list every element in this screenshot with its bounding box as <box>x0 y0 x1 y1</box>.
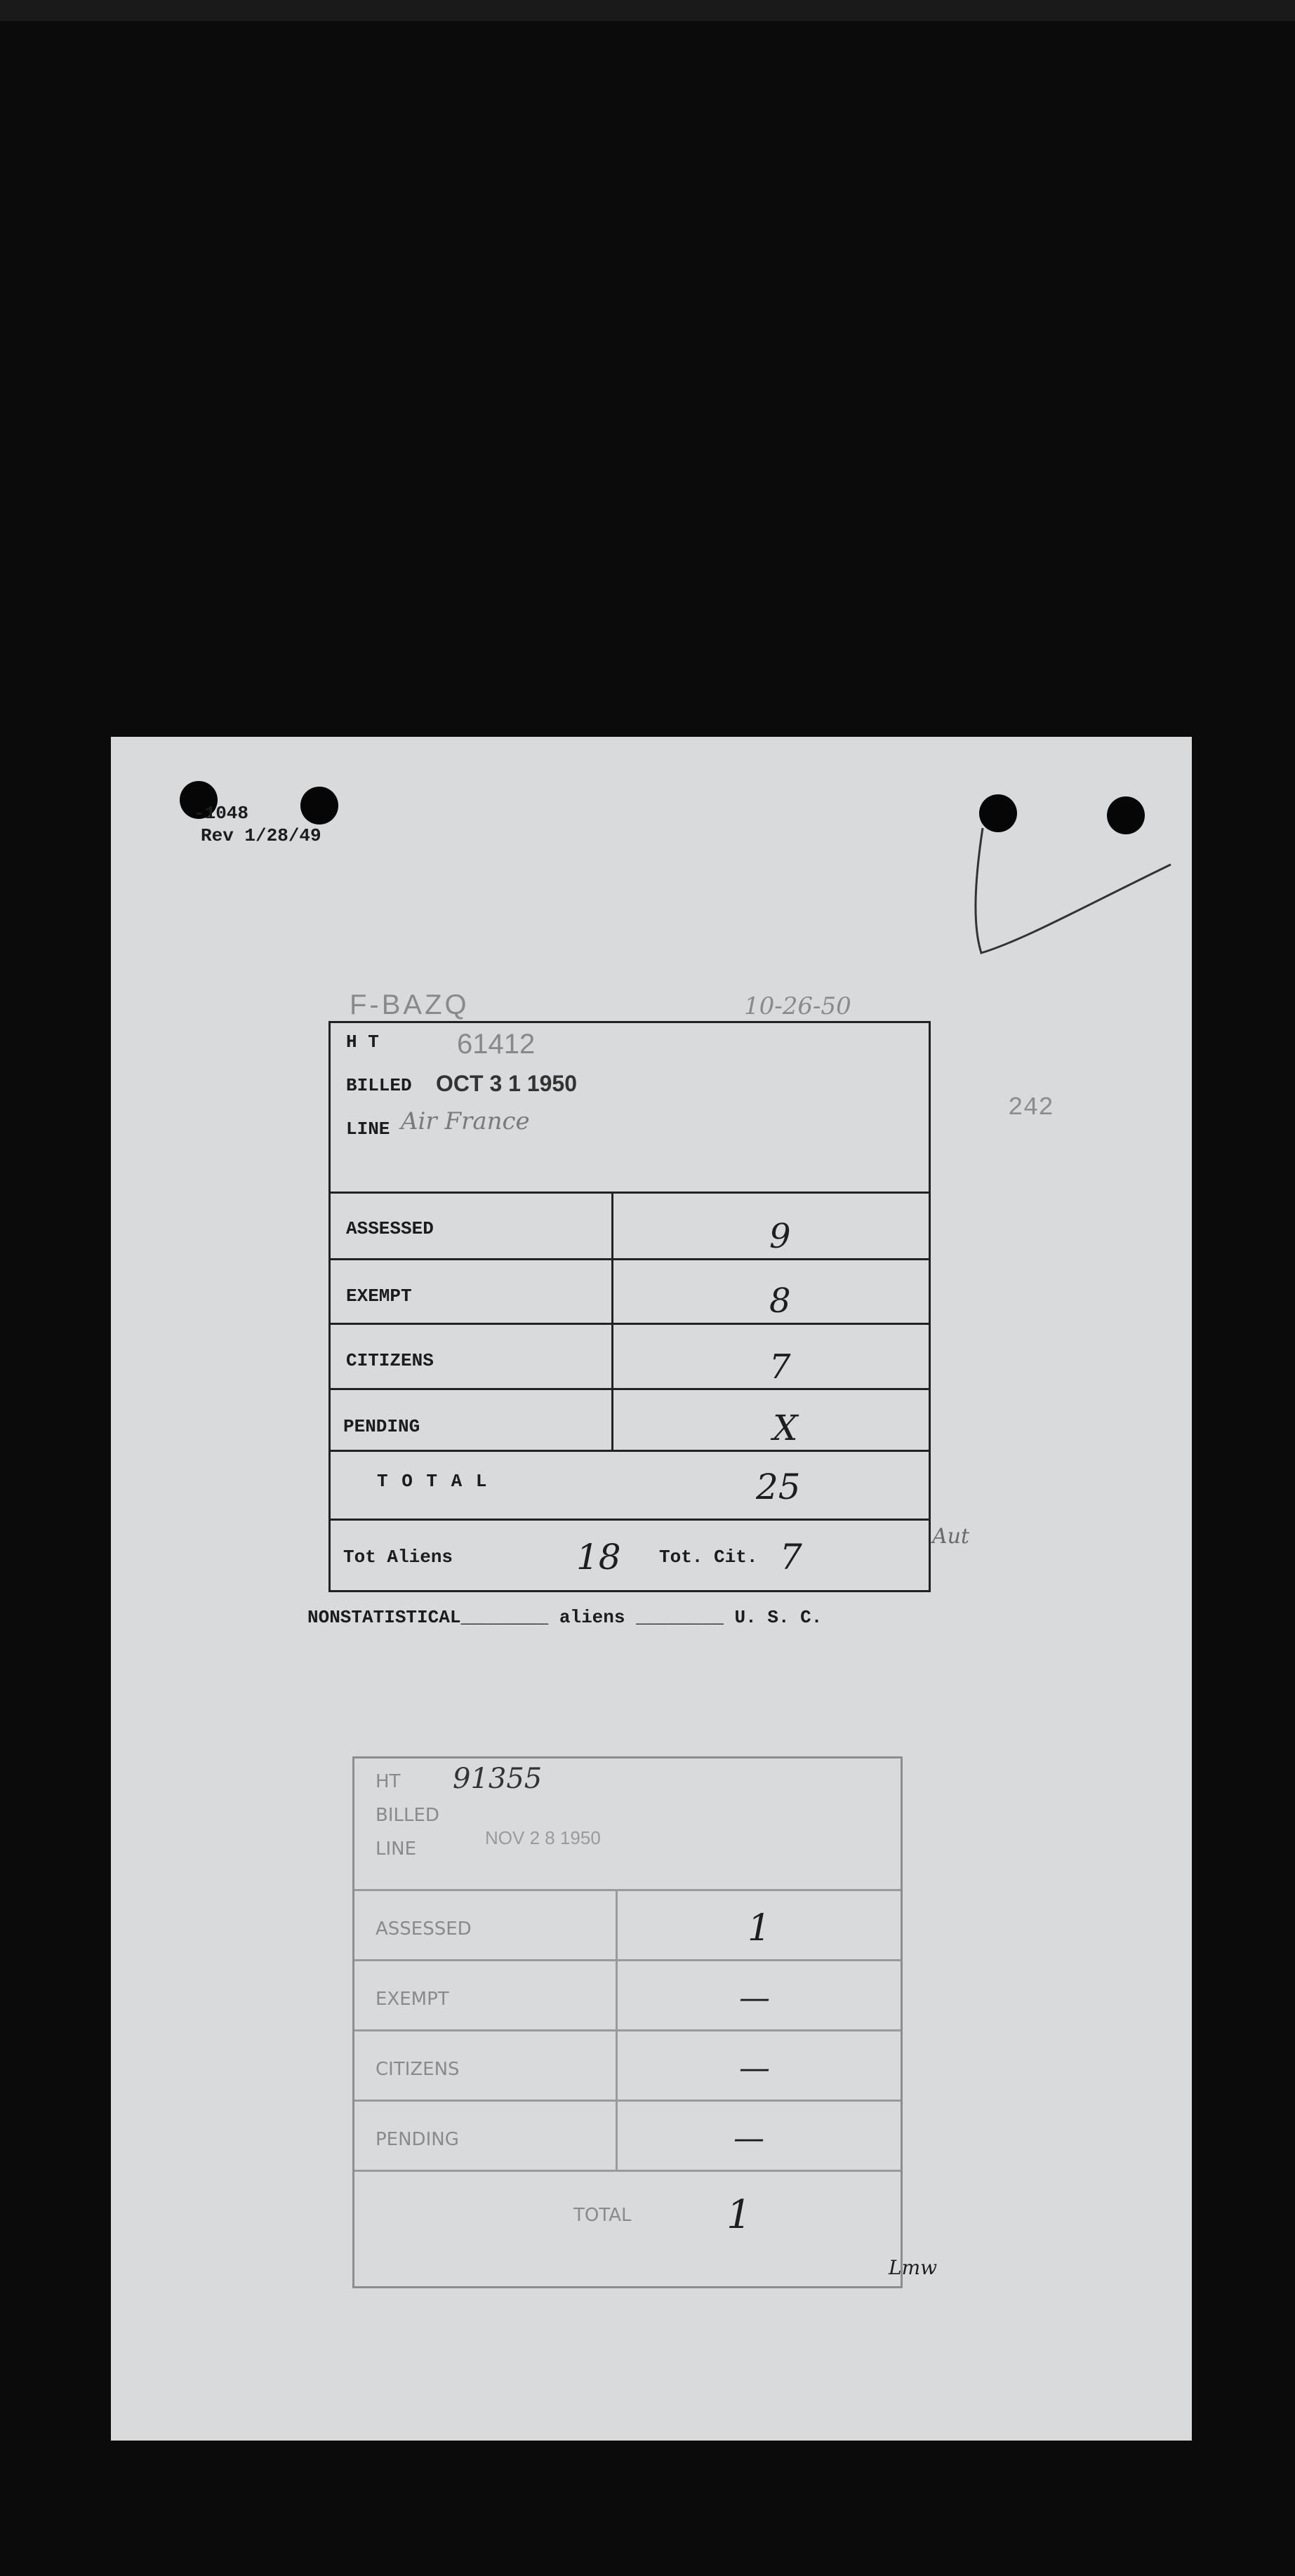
nonstatistical-label: NONSTATISTICAL <box>307 1607 461 1628</box>
row-value-pending: — <box>733 2121 764 2156</box>
punch-hole <box>300 787 338 825</box>
form-revision: Rev 1/28/49 <box>201 825 321 846</box>
line-value: Air France <box>401 1107 530 1135</box>
date-annotation: 10-26-50 <box>744 992 851 1020</box>
aliens-label: aliens <box>559 1607 625 1628</box>
row-label-assessed: ASSESSED <box>346 1218 434 1239</box>
row-label-pending: PENDING <box>376 2129 459 2150</box>
manifest-form-primary <box>328 1021 931 1592</box>
document-sheet <box>111 737 1192 2441</box>
divider <box>331 1519 929 1521</box>
line-label: LINE <box>376 1838 417 1860</box>
registration-annotation: F-BAZQ <box>350 989 470 1020</box>
ht-value: 91355 <box>453 1763 543 1795</box>
nonstatistical-line: NONSTATISTICAL________ aliens ________ U. S. C. <box>307 1607 823 1628</box>
ht-label: H T <box>346 1032 379 1053</box>
scanner-edge <box>0 0 1295 21</box>
row-value-exempt: — <box>739 1980 770 2016</box>
tot-aliens-label: Tot Aliens <box>343 1547 453 1568</box>
ht-label: HT <box>376 1771 401 1792</box>
check-mark-icon <box>960 821 1185 996</box>
row-value-citizens: — <box>739 2050 770 2086</box>
divider <box>354 2029 901 2031</box>
tot-cit-label: Tot. Cit. <box>659 1547 758 1568</box>
total-value: 25 <box>756 1467 801 1507</box>
row-label-exempt: EXEMPT <box>376 1989 449 2010</box>
tot-aliens-value: 18 <box>576 1537 621 1577</box>
row-value-citizens: 7 <box>769 1347 791 1387</box>
divider <box>354 1959 901 1961</box>
form-code: -1048 <box>194 803 249 824</box>
total-label: T O T A L <box>377 1471 489 1492</box>
billed-label: BILLED <box>346 1075 412 1096</box>
divider <box>331 1323 929 1325</box>
total-value: 1 <box>726 2192 752 2238</box>
column-divider <box>611 1192 613 1451</box>
initials-annotation: Aut <box>932 1524 970 1549</box>
divider <box>354 2100 901 2102</box>
divider <box>354 2170 901 2172</box>
divider <box>331 1388 929 1390</box>
row-label-pending: PENDING <box>343 1416 420 1437</box>
billed-date-stamp: OCT 3 1 1950 <box>436 1071 577 1096</box>
row-label-citizens: CITIZENS <box>376 2059 460 2080</box>
ht-value: 61412 <box>457 1029 536 1060</box>
usc-label: U. S. C. <box>734 1607 823 1628</box>
row-value-exempt: 8 <box>769 1281 791 1321</box>
row-label-citizens: CITIZENS <box>346 1350 434 1371</box>
tot-cit-value: 7 <box>780 1537 802 1577</box>
row-label-assessed: ASSESSED <box>376 1918 472 1940</box>
page-number: 242 <box>1008 1093 1054 1122</box>
manifest-form-secondary <box>352 1756 903 2288</box>
row-value-pending: X <box>773 1408 798 1448</box>
line-label: LINE <box>346 1119 390 1140</box>
divider <box>331 1192 929 1194</box>
row-value-assessed: 9 <box>769 1217 791 1256</box>
row-value-assessed: 1 <box>748 1907 771 1949</box>
divider <box>331 1258 929 1260</box>
billed-date-stamp: NOV 2 8 1950 <box>485 1827 601 1848</box>
divider <box>354 1889 901 1891</box>
divider <box>331 1450 929 1452</box>
row-label-exempt: EXEMPT <box>346 1286 412 1307</box>
total-label: TOTAL <box>573 2205 632 2226</box>
initials-annotation: Lmw <box>889 2256 938 2279</box>
billed-label: BILLED <box>376 1805 439 1826</box>
